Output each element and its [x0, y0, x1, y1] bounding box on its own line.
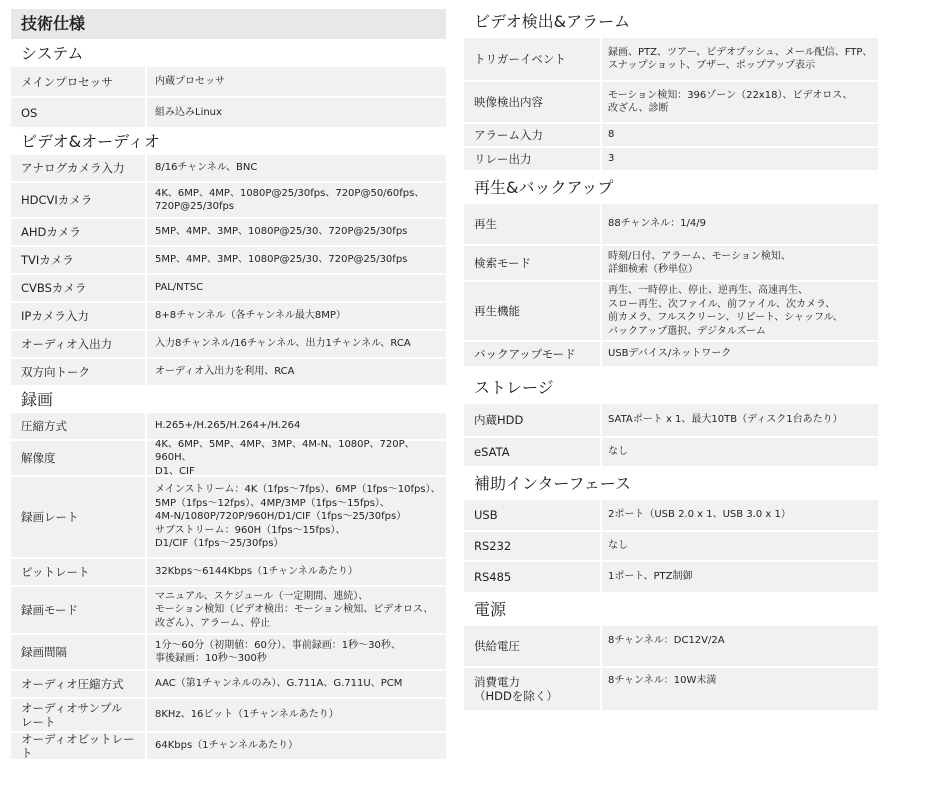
section-video-detection	[464, 6, 878, 170]
spec-label: バックアップモード	[464, 342, 600, 366]
spec-label: USB	[464, 500, 600, 530]
section-title-playback: 再生&バックアップ	[474, 178, 614, 197]
section-playback	[464, 172, 878, 366]
spec-value: 32Kbps～6144Kbps（1チャンネルあたり）	[147, 559, 446, 585]
section-title-video-audio: ビデオ&オーディオ	[21, 132, 160, 151]
spec-value: H.265+/H.265/H.264+/H.264	[147, 413, 446, 439]
spec-value: USBデバイス/ネットワーク	[602, 342, 878, 366]
spec-label: 検索モード	[464, 246, 600, 280]
spec-value: マニュアル、スケジュール（一定期間、連続）、 モーション検知（ビデオ検出：モーション検知、ビデオロス、 改ざん）、アラーム、停止	[147, 587, 446, 633]
spec-label: 圧縮方式	[11, 413, 145, 439]
section-title-power: 電源	[474, 600, 507, 619]
left-column	[11, 0, 446, 761]
spec-label: RS232	[464, 532, 600, 560]
spec-label: ビットレート	[11, 559, 145, 585]
spec-label: 録画レート	[11, 477, 145, 557]
spec-row	[11, 155, 446, 181]
spec-value: PAL/NTSC	[147, 275, 446, 301]
spec-value: なし	[602, 438, 878, 466]
spec-value: 4K、6MP、4MP、1080P@25/30fps、720P@50/60fps、 720P@25/30fps	[147, 183, 446, 217]
spec-row	[464, 532, 878, 560]
spec-value: 8+8チャンネル（各チャンネル最大8MP）	[147, 303, 446, 329]
spec-label: TVIカメラ	[11, 247, 145, 273]
spec-label: メインプロセッサ	[11, 67, 145, 96]
spec-row	[11, 413, 446, 439]
spec-row	[11, 331, 446, 357]
section-video-audio	[11, 129, 446, 385]
spec-row	[11, 477, 446, 557]
spec-value: 再生、一時停止、停止、逆再生、高速再生、 スロー再生、次ファイル、前ファイル、次カメラ、 前カメラ、フルスクリーン、リピート、シャッフル、 バックアップ選択、デジタルズーム	[602, 282, 878, 340]
spec-value: 5MP、4MP、3MP、1080P@25/30、720P@25/30fps	[147, 247, 446, 273]
spec-row	[11, 699, 446, 731]
spec-row	[11, 183, 446, 217]
spec-value: 3	[602, 148, 878, 170]
spec-label: CVBSカメラ	[11, 275, 145, 301]
spec-row	[464, 404, 878, 436]
spec-row	[11, 303, 446, 329]
spec-value: 8KHz、16ビット（1チャンネルあたり）	[147, 699, 446, 731]
section-title-system: システム	[21, 44, 84, 63]
spec-value: 64Kbps（1チャンネルあたり）	[147, 733, 446, 759]
spec-row	[464, 204, 878, 244]
spec-value: なし	[602, 532, 878, 560]
spec-row	[464, 668, 878, 710]
spec-label: IPカメラ入力	[11, 303, 145, 329]
section-title-video-detection: ビデオ検出&アラーム	[474, 12, 631, 31]
spec-row	[464, 500, 878, 530]
section-recording	[11, 387, 446, 759]
spec-value: SATAポート x 1、最大10TB（ディスク1台あたり）	[602, 404, 878, 436]
spec-row	[11, 671, 446, 697]
spec-label: アナログカメラ入力	[11, 155, 145, 181]
spec-row	[11, 438, 446, 477]
spec-label: 内蔵HDD	[464, 404, 600, 436]
page-title: 技術仕様	[11, 9, 446, 39]
spec-label: 録画間隔	[11, 635, 145, 669]
section-storage	[464, 372, 878, 466]
spec-value: 4K、6MP、5MP、4MP、3MP、4M-N、1080P、720P、960H、 D1、CIF	[147, 441, 446, 475]
spec-row	[464, 148, 878, 170]
spec-value: 88チャンネル：1/4/9	[602, 204, 878, 244]
spec-value: 内蔵プロセッサ	[147, 67, 446, 96]
spec-row	[11, 67, 446, 96]
spec-row	[464, 626, 878, 666]
spec-row	[464, 342, 878, 366]
spec-row	[11, 219, 446, 245]
section-system	[11, 41, 446, 127]
spec-label: オーディオ入出力	[11, 331, 145, 357]
spec-row	[11, 275, 446, 301]
section-title-recording: 録画	[21, 390, 54, 409]
spec-label: オーディオビットレート	[11, 733, 145, 759]
spec-value: メインストリーム：4K（1fps～7fps）、6MP（1fps～10fps）、 5MP（1fps～12fps）、4MP/3MP（1fps～15fps）、 4M-N/1080P/720P/960H/D1/CIF（1fps～25/30fps） サブストリーム：960H（1fps～15fps）、 D1/CIF（1fps～25/30fps）	[147, 477, 446, 557]
spec-row	[11, 359, 446, 385]
spec-value: 8チャンネル：10W未満	[602, 668, 878, 710]
spec-row	[464, 562, 878, 592]
spec-label: HDCVIカメラ	[11, 183, 145, 217]
spec-row	[11, 587, 446, 633]
spec-value: 1ポート、PTZ制御	[602, 562, 878, 592]
spec-value: モーション検知：396ゾーン（22x18）、ビデオロス、 改ざん、診断	[602, 82, 878, 122]
spec-value: 2ポート（USB 2.0 x 1、USB 3.0 x 1）	[602, 500, 878, 530]
spec-label: オーディオ圧縮方式	[11, 671, 145, 697]
spec-label: AHDカメラ	[11, 219, 145, 245]
spec-label: 消費電力 （HDDを除く）	[464, 668, 600, 710]
spec-value: 1分～60分（初期値：60分）、事前録画：1秒～30秒、 事後録画：10秒～300秒	[147, 635, 446, 669]
spec-row	[464, 438, 878, 466]
spec-value: 組み込みLinux	[147, 98, 446, 127]
spec-label: アラーム入力	[464, 124, 600, 146]
section-title-aux-interface: 補助インターフェース	[474, 474, 631, 493]
spec-row	[464, 282, 878, 340]
spec-label: 双方向トーク	[11, 359, 145, 385]
section-power	[464, 594, 878, 710]
right-column	[464, 6, 878, 712]
spec-value: 8	[602, 124, 878, 146]
spec-row	[11, 559, 446, 585]
spec-row	[11, 98, 446, 127]
spec-label: トリガーイベント	[464, 38, 600, 80]
spec-row	[464, 246, 878, 280]
spec-row	[464, 38, 878, 80]
spec-value: 録画、PTZ、ツアー、ビデオプッシュ、メール配信、FTP、 スナップショット、ブザー、ポップアップ表示	[602, 38, 878, 80]
spec-label: OS	[11, 98, 145, 127]
spec-row	[464, 82, 878, 122]
spec-row	[464, 124, 878, 146]
spec-label: 録画モード	[11, 587, 145, 633]
spec-label: 解像度	[11, 441, 145, 475]
spec-value: 5MP、4MP、3MP、1080P@25/30、720P@25/30fps	[147, 219, 446, 245]
spec-label: 再生機能	[464, 282, 600, 340]
spec-label: RS485	[464, 562, 600, 592]
spec-label: 再生	[464, 204, 600, 244]
spec-value: AAC（第1チャンネルのみ）、G.711A、G.711U、PCM	[147, 671, 446, 697]
spec-label: オーディオサンプル レート	[11, 699, 145, 731]
spec-row	[11, 635, 446, 669]
spec-value: 入力8チャンネル/16チャンネル、出力1チャンネル、RCA	[147, 331, 446, 357]
spec-label: eSATA	[464, 438, 600, 466]
spec-label: 供給電圧	[464, 626, 600, 666]
spec-value: 時刻/日付、アラーム、モーション検知、 詳細検索（秒単位）	[602, 246, 878, 280]
spec-row	[11, 733, 446, 759]
spec-label: リレー出力	[464, 148, 600, 170]
spec-row	[11, 247, 446, 273]
spec-label: 映像検出内容	[464, 82, 600, 122]
spec-value: 8/16チャンネル、BNC	[147, 155, 446, 181]
section-aux-interface	[464, 468, 878, 592]
spec-value: オーディオ入出力を利用、RCA	[147, 359, 446, 385]
spec-value: 8チャンネル：DC12V/2A	[602, 626, 878, 666]
section-title-storage: ストレージ	[474, 378, 554, 397]
